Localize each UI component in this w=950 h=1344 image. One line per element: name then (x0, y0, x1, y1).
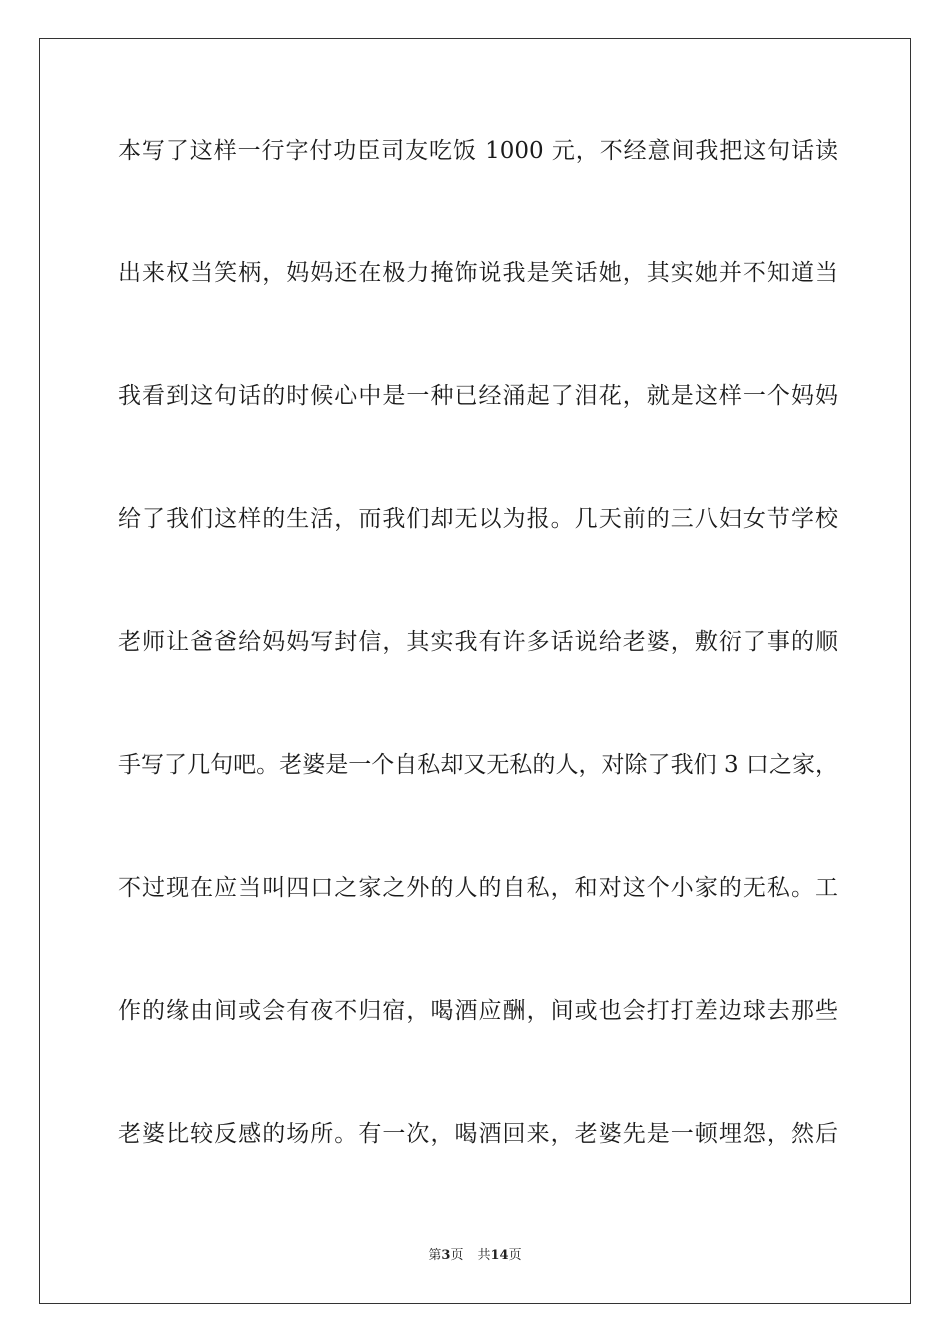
text-line: 老师让爸爸给妈妈写封信，其实我有许多话说给老婆，敷衍了事的顺 (118, 629, 838, 655)
total-label-prefix: 共 (477, 1248, 491, 1263)
page-label-prefix: 第 (428, 1248, 442, 1263)
text-line: 出来权当笑柄，妈妈还在极力掩饰说我是笑话她，其实她并不知道当 (118, 260, 838, 286)
page-total: 14 (490, 1248, 509, 1263)
text-line: 本写了这样一行字付功臣司友吃饭 1000 元，不经意间我把这句话读 (118, 138, 838, 164)
text-line: 作的缘由间或会有夜不归宿，喝酒应酬，间或也会打打差边球去那些 (118, 998, 838, 1024)
page-label-suffix: 页 (450, 1248, 464, 1263)
text-line: 不过现在应当叫四口之家之外的人的自私，和对这个小家的无私。工 (118, 875, 838, 901)
page-current: 3 (441, 1248, 451, 1263)
page-border (39, 38, 911, 1304)
text-line: 我看到这句话的时候心中是一种已经涌起了泪花，就是这样一个妈妈 (118, 383, 838, 409)
text-line: 老婆比较反感的场所。有一次，喝酒回来，老婆先是一顿埋怨，然后 (118, 1121, 838, 1147)
total-label-suffix: 页 (508, 1248, 522, 1263)
text-line: 手写了几句吧。老婆是一个自私却又无私的人，对除了我们 3 口之家， (118, 752, 838, 778)
page-footer (0, 1247, 950, 1265)
text-line: 给了我们这样的生活，而我们却无以为报。几天前的三八妇女节学校 (118, 506, 838, 532)
